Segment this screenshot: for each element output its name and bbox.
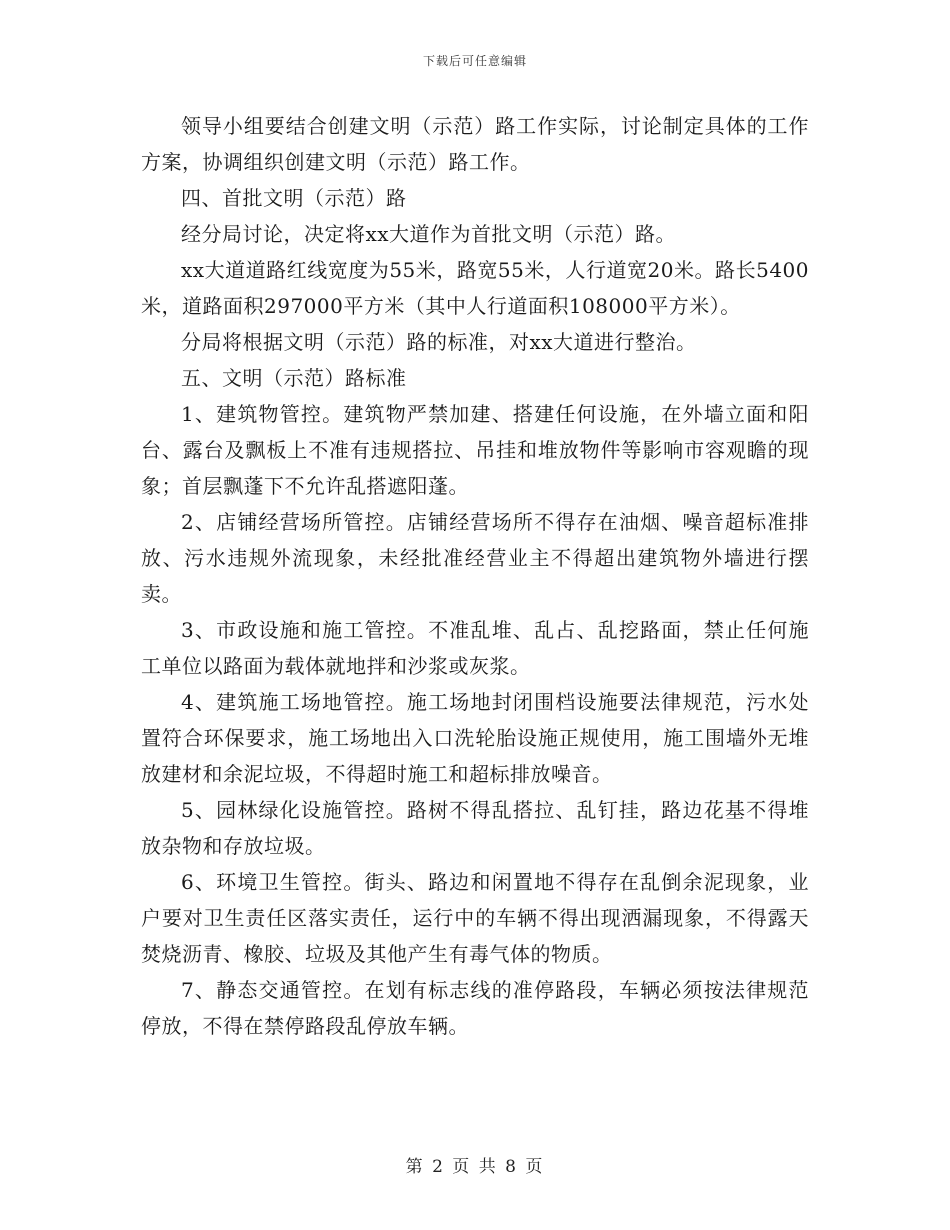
list-item: 3、市政设施和施工管控。不准乱堆、乱占、乱挖路面，禁止任何施工单位以路面为载体就地拌和沙浆或灰浆。 xyxy=(141,618,809,678)
list-item: 2、店铺经营场所管控。店铺经营场所不得存在油烟、噪音超标准排放、污水违规外流现象，未经批准经营业主不得超出建筑物外墙进行摆卖。 xyxy=(141,510,809,606)
section-heading: 五、文明（示范）路标准 xyxy=(181,366,407,390)
list-item: 1、建筑物管控。建筑物严禁加建、搭建任何设施，在外墙立面和阳台、露台及飘板上不准有违规搭拉、吊挂和堆放物件等影响市容观瞻的现象；首层飘蓬下不允许乱搭遮阳蓬。 xyxy=(141,402,809,498)
list-item: 6、环境卫生管控。街头、路边和闲置地不得存在乱倒余泥现象，业户要对卫生责任区落实责任，运行中的车辆不得出现洒漏现象，不得露天焚烧沥青、橡胶、垃圾及其他产生有毒气体的物质。 xyxy=(141,870,809,966)
paragraph: 经分局讨论，决定将xx大道作为首批文明（示范）路。 xyxy=(181,222,677,246)
section-heading: 四、首批文明（示范）路 xyxy=(181,186,407,210)
header-note: 下载后可任意编辑 xyxy=(422,54,527,68)
paragraph: 领导小组要结合创建文明（示范）路工作实际，讨论制定具体的工作方案，协调组织创建文明（示范）路工作。 xyxy=(141,114,809,174)
document-body xyxy=(141,108,809,1044)
paragraph: 分局将根据文明（示范）路的标准，对xx大道进行整治。 xyxy=(181,330,697,354)
list-item: 7、静态交通管控。在划有标志线的准停路段，车辆必须按法律规范停放，不得在禁停路段乱停放车辆。 xyxy=(141,978,809,1038)
page-number: 第 2 页 共 8 页 xyxy=(405,1157,545,1177)
list-item: 5、园林绿化设施管控。路树不得乱搭拉、乱钉挂，路边花基不得堆放杂物和存放垃圾。 xyxy=(141,798,809,858)
paragraph: xx大道道路红线宽度为55米，路宽55米，人行道宽20米。路长5400米，道路面积297000平方米（其中人行道面积108000平方米）。 xyxy=(141,258,809,318)
list-item: 4、建筑施工场地管控。施工场地封闭围档设施要法律规范，污水处置符合环保要求，施工场地出入口洗轮胎设施正规使用，施工围墙外无堆放建材和余泥垃圾，不得超时施工和超标排放噪音。 xyxy=(141,690,809,786)
